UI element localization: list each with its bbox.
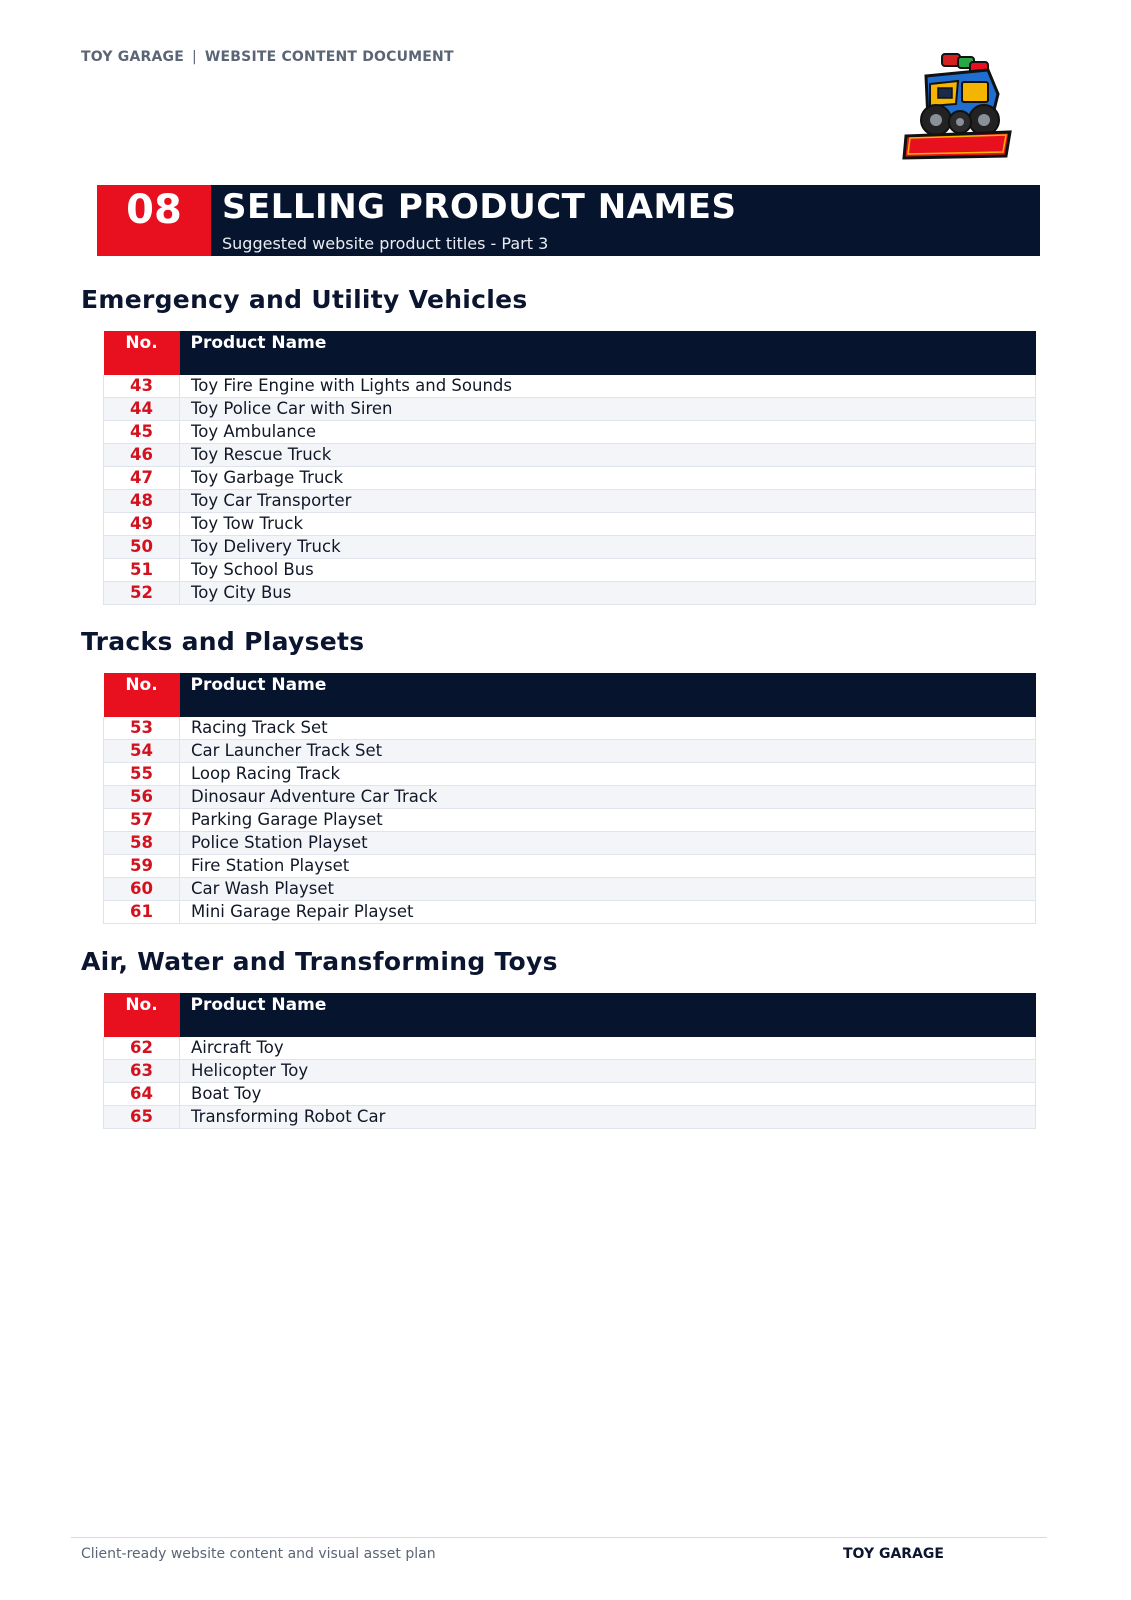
product-number: 51 [104, 559, 180, 582]
table-header-row [104, 673, 1036, 717]
product-number: 65 [104, 1106, 180, 1129]
table-row [104, 421, 1036, 444]
column-header-product-name: Product Name [180, 331, 1036, 375]
column-header-no: No. [104, 331, 180, 375]
product-number: 63 [104, 1060, 180, 1083]
table-row [104, 1060, 1036, 1083]
product-number: 60 [104, 878, 180, 901]
section-number: 08 [97, 185, 211, 256]
section-heading: Emergency and Utility Vehicles [81, 285, 528, 314]
product-name: Toy School Bus [180, 559, 1036, 582]
product-name: Toy City Bus [180, 582, 1036, 605]
product-name: Parking Garage Playset [180, 809, 1036, 832]
product-name: Toy Police Car with Siren [180, 398, 1036, 421]
table-header-row [104, 993, 1036, 1037]
product-name: Toy Fire Engine with Lights and Sounds [180, 375, 1036, 398]
product-name: Dinosaur Adventure Car Track [180, 786, 1036, 809]
column-header-no: No. [104, 673, 180, 717]
table-row [104, 855, 1036, 878]
table-row [104, 763, 1036, 786]
table-row [104, 513, 1036, 536]
product-name: Fire Station Playset [180, 855, 1036, 878]
product-number: 44 [104, 398, 180, 421]
table-row [104, 375, 1036, 398]
product-name: Toy Rescue Truck [180, 444, 1036, 467]
section-heading: Tracks and Playsets [81, 627, 365, 656]
product-table-air-water-transforming [103, 993, 1036, 1129]
product-name: Transforming Robot Car [180, 1106, 1036, 1129]
product-number: 43 [104, 375, 180, 398]
product-name: Toy Ambulance [180, 421, 1036, 444]
product-number: 52 [104, 582, 180, 605]
section-banner [97, 185, 1040, 256]
header-document-type: WEBSITE CONTENT DOCUMENT [204, 49, 454, 65]
product-table-emergency-utility [103, 331, 1036, 605]
table-row [104, 809, 1036, 832]
table-row [104, 559, 1036, 582]
footer-divider [71, 1537, 1047, 1538]
table-row [104, 717, 1036, 740]
footer-brand: TOY GARAGE [843, 1546, 944, 1562]
product-name: Toy Garbage Truck [180, 467, 1036, 490]
table-row [104, 832, 1036, 855]
document-header [81, 49, 454, 65]
product-number: 54 [104, 740, 180, 763]
product-number: 49 [104, 513, 180, 536]
toy-garage-logo [900, 48, 1016, 164]
footer-note: Client-ready website content and visual asset plan [81, 1546, 436, 1562]
table-header-row [104, 331, 1036, 375]
product-number: 57 [104, 809, 180, 832]
product-number: 61 [104, 901, 180, 924]
product-number: 56 [104, 786, 180, 809]
table-row [104, 786, 1036, 809]
table-row [104, 1106, 1036, 1129]
product-name: Mini Garage Repair Playset [180, 901, 1036, 924]
product-name: Boat Toy [180, 1083, 1036, 1106]
product-number: 50 [104, 536, 180, 559]
table-row [104, 536, 1036, 559]
table-row [104, 1037, 1036, 1060]
table-row [104, 490, 1036, 513]
column-header-product-name: Product Name [180, 673, 1036, 717]
product-name: Aircraft Toy [180, 1037, 1036, 1060]
table-row [104, 398, 1036, 421]
product-name: Loop Racing Track [180, 763, 1036, 786]
product-name: Toy Tow Truck [180, 513, 1036, 536]
table-row [104, 582, 1036, 605]
table-row [104, 444, 1036, 467]
column-header-no: No. [104, 993, 180, 1037]
product-number: 59 [104, 855, 180, 878]
product-number: 64 [104, 1083, 180, 1106]
product-table-tracks-playsets [103, 673, 1036, 924]
product-number: 45 [104, 421, 180, 444]
product-name: Car Launcher Track Set [180, 740, 1036, 763]
product-number: 47 [104, 467, 180, 490]
column-header-product-name: Product Name [180, 993, 1036, 1037]
table-row [104, 878, 1036, 901]
product-name: Police Station Playset [180, 832, 1036, 855]
table-row [104, 1083, 1036, 1106]
product-number: 46 [104, 444, 180, 467]
product-name: Toy Car Transporter [180, 490, 1036, 513]
product-number: 58 [104, 832, 180, 855]
header-separator: | [191, 49, 197, 65]
table-row [104, 467, 1036, 490]
product-number: 55 [104, 763, 180, 786]
header-brand: TOY GARAGE [81, 49, 184, 65]
table-row [104, 740, 1036, 763]
product-name: Helicopter Toy [180, 1060, 1036, 1083]
section-heading: Air, Water and Transforming Toys [81, 947, 558, 976]
product-number: 48 [104, 490, 180, 513]
section-subtitle: Suggested website product titles - Part 3 [222, 234, 549, 253]
product-name: Car Wash Playset [180, 878, 1036, 901]
product-number: 53 [104, 717, 180, 740]
section-title: SELLING PRODUCT NAMES [222, 187, 737, 227]
product-number: 62 [104, 1037, 180, 1060]
product-name: Racing Track Set [180, 717, 1036, 740]
table-row [104, 901, 1036, 924]
product-name: Toy Delivery Truck [180, 536, 1036, 559]
